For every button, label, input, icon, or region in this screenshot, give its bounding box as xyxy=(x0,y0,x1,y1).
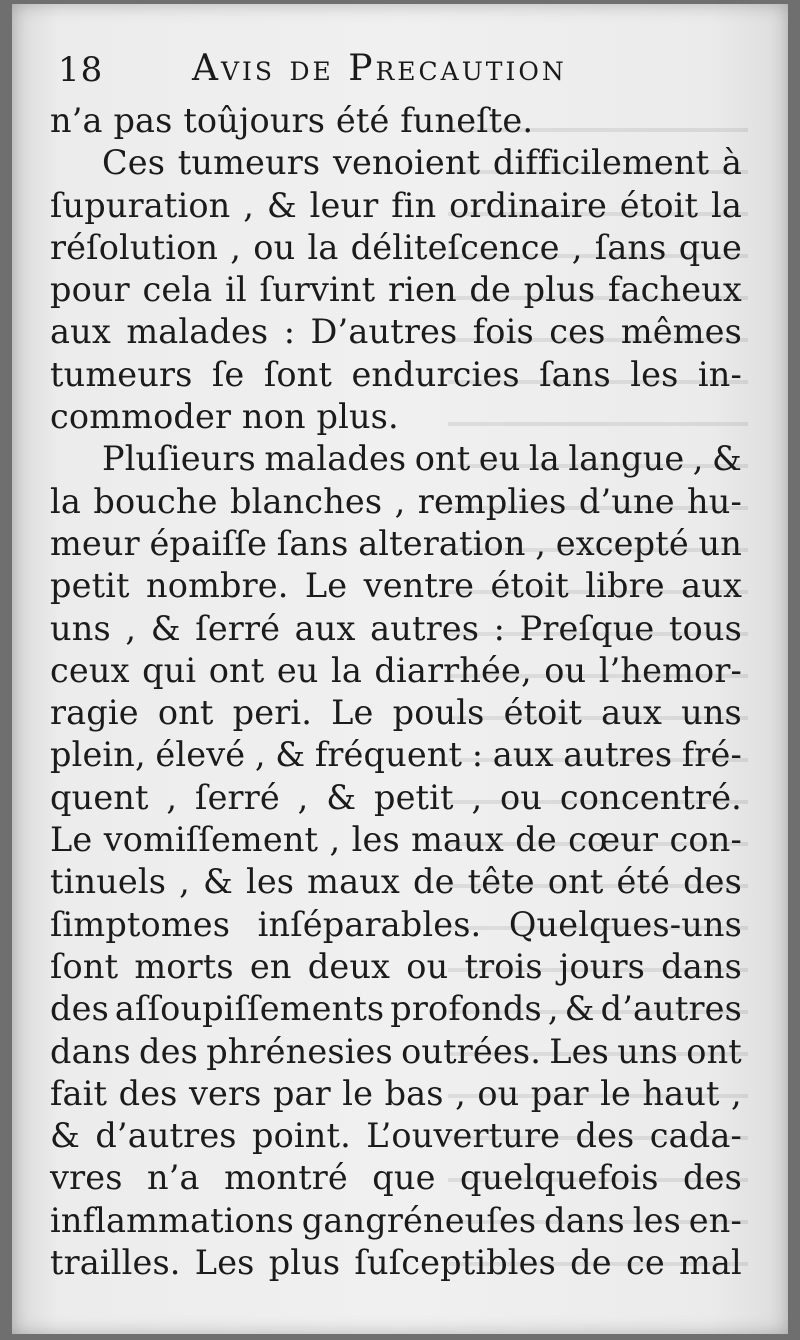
text-line xyxy=(50,608,742,650)
word: ſuſceptibles xyxy=(354,1243,556,1283)
word: cœur xyxy=(568,820,659,860)
word: aux xyxy=(294,608,356,648)
word: Pluſieurs xyxy=(102,439,256,479)
text-line xyxy=(50,692,742,734)
word: ſans xyxy=(276,523,349,563)
word: des xyxy=(50,989,109,1029)
word: uns xyxy=(681,693,742,733)
word: mêmes xyxy=(620,312,742,352)
word: Le xyxy=(50,820,93,860)
word: étoit xyxy=(619,185,699,225)
word: élevé xyxy=(155,735,246,775)
word: la xyxy=(330,650,362,690)
word: ſont xyxy=(263,354,333,394)
word: cada- xyxy=(649,1116,742,1156)
word: Les xyxy=(549,1031,609,1071)
word: n’a xyxy=(50,101,114,140)
word: remplies xyxy=(417,481,567,521)
word: la xyxy=(50,481,81,521)
word: étoit xyxy=(503,693,582,733)
word: réſolution xyxy=(50,227,219,267)
text-line xyxy=(50,819,742,861)
word: non xyxy=(241,397,317,437)
word: en- xyxy=(688,1200,742,1240)
word: fréquent xyxy=(314,735,463,775)
text-line xyxy=(50,1242,742,1284)
word: ſimptomes xyxy=(50,904,231,944)
text-line xyxy=(50,185,742,227)
word: & xyxy=(202,862,233,902)
word: blanches xyxy=(229,481,383,521)
text-line xyxy=(50,523,742,565)
word: peri. xyxy=(232,693,313,733)
word: qui xyxy=(142,650,197,690)
word: & xyxy=(50,1116,80,1156)
text-line xyxy=(50,396,742,438)
text-line xyxy=(50,142,742,184)
word: libre xyxy=(585,566,665,606)
word: inſéparables. xyxy=(257,904,482,944)
word: la xyxy=(307,227,339,267)
word: de xyxy=(515,820,557,860)
text-line xyxy=(50,777,742,819)
word: excepté xyxy=(555,523,689,563)
word: , xyxy=(125,608,137,648)
word: de xyxy=(570,1243,612,1283)
text-line xyxy=(50,227,742,269)
word: : xyxy=(471,735,484,775)
word: en xyxy=(249,946,292,986)
word: L’ouverture xyxy=(366,1116,561,1156)
text-line xyxy=(50,1157,742,1199)
word: , xyxy=(230,227,242,267)
word: tous xyxy=(668,608,742,648)
word: ragie xyxy=(50,693,139,733)
text-line xyxy=(50,1031,742,1073)
word: vers xyxy=(188,1073,262,1113)
word: fin xyxy=(391,185,437,225)
word: , xyxy=(471,777,483,817)
word: montré xyxy=(224,1158,348,1198)
word: ont xyxy=(208,650,265,690)
word: la xyxy=(528,439,560,479)
text-line xyxy=(50,438,742,480)
word: , xyxy=(692,439,704,479)
word: ſe xyxy=(211,354,245,394)
word: quelquefois xyxy=(460,1158,659,1198)
word: facheux xyxy=(607,270,742,310)
word: ſont xyxy=(50,946,119,986)
word: de xyxy=(469,270,511,310)
word: les xyxy=(351,820,400,860)
word: les xyxy=(630,354,679,394)
word: des xyxy=(139,1031,198,1071)
word: mal xyxy=(679,1243,742,1283)
word: eu xyxy=(478,439,521,479)
word: quent xyxy=(50,777,149,817)
word: & xyxy=(712,439,742,479)
word: ventre xyxy=(363,566,475,606)
text-line xyxy=(50,1200,742,1242)
word: deux xyxy=(307,946,391,986)
word: des xyxy=(118,1073,178,1113)
page-header xyxy=(50,46,750,96)
word: langue xyxy=(568,439,685,479)
word: ou xyxy=(544,650,587,690)
word: trailles. xyxy=(50,1243,181,1283)
word: que xyxy=(678,227,742,267)
word: à xyxy=(721,143,742,183)
word: , xyxy=(166,777,178,817)
word: leur xyxy=(309,185,379,225)
word: ſupuration xyxy=(50,185,231,225)
word: d’autres xyxy=(95,1116,237,1156)
word: dans xyxy=(50,1031,131,1071)
word: hu- xyxy=(687,481,742,521)
word: le xyxy=(342,1073,374,1113)
text-line xyxy=(50,354,742,396)
word: point. xyxy=(251,1116,351,1156)
word: plus xyxy=(268,1243,341,1283)
word: trois xyxy=(464,946,543,986)
word: & xyxy=(326,777,357,817)
word: tumeurs xyxy=(177,143,321,183)
word: ont xyxy=(686,1031,742,1071)
word: épaiſſe xyxy=(149,523,268,563)
word: bouche xyxy=(93,481,218,521)
text-line xyxy=(50,565,742,607)
word: plein, xyxy=(50,735,146,775)
word: étoit xyxy=(490,566,569,606)
word: maux xyxy=(307,862,400,902)
word: : xyxy=(493,608,506,648)
word: : xyxy=(283,312,296,352)
word: plus xyxy=(523,270,596,310)
word: ces xyxy=(549,312,606,352)
word: ont xyxy=(157,693,214,733)
page-number: 18 xyxy=(58,50,104,90)
word: tête xyxy=(467,862,535,902)
word: ceux xyxy=(50,650,130,690)
word: fré- xyxy=(681,735,742,775)
word: d’une xyxy=(578,481,675,521)
word: ſerré xyxy=(195,777,280,817)
word: D’autres xyxy=(310,312,458,352)
word: ou xyxy=(406,946,449,986)
word: aux xyxy=(601,693,662,733)
word: morts xyxy=(134,946,234,986)
word: aux xyxy=(50,312,111,352)
text-line xyxy=(50,481,742,523)
word: , xyxy=(243,185,255,225)
word: & xyxy=(266,185,297,225)
word: ordinaire xyxy=(449,185,607,225)
word: pas xyxy=(113,101,184,140)
word: endurcies xyxy=(351,354,520,394)
word: dans xyxy=(661,946,742,986)
word: uns xyxy=(50,608,111,648)
word: toûjours xyxy=(183,101,336,140)
word: que xyxy=(372,1158,436,1198)
word: & xyxy=(564,989,595,1029)
word: , xyxy=(179,862,190,902)
word: la xyxy=(710,185,742,225)
word: les xyxy=(245,862,295,902)
word: malades xyxy=(126,312,269,352)
word: , xyxy=(329,820,341,860)
word: n’a xyxy=(147,1158,200,1198)
word: été xyxy=(616,862,671,902)
word: les xyxy=(632,1200,681,1240)
word: ont xyxy=(414,439,471,479)
word: gangréneuſes xyxy=(301,1200,537,1240)
word: ſans xyxy=(539,354,611,394)
text-line xyxy=(50,311,742,353)
text-line xyxy=(50,1073,742,1115)
word: ce xyxy=(625,1243,665,1283)
word: eu xyxy=(276,650,319,690)
word: cela xyxy=(142,270,213,310)
word: Le xyxy=(304,566,348,606)
word: , xyxy=(254,735,266,775)
word: diarrhée, xyxy=(374,650,532,690)
word: plus. xyxy=(316,397,399,437)
word: uns xyxy=(617,1031,679,1071)
text-line xyxy=(50,861,742,903)
text-line xyxy=(50,100,742,142)
word: difficilement xyxy=(492,143,710,183)
word: inflammations xyxy=(50,1200,294,1240)
word: Le xyxy=(331,693,374,733)
word: tumeurs xyxy=(50,354,193,394)
word: maux xyxy=(411,820,504,860)
text-line xyxy=(50,988,742,1030)
word: phrénesies xyxy=(206,1031,393,1071)
word: aux xyxy=(492,735,554,775)
word: un xyxy=(698,523,742,563)
word: été xyxy=(335,101,401,140)
word: malades xyxy=(264,439,407,479)
word: de xyxy=(412,862,455,902)
text-line xyxy=(50,269,742,311)
word: aux xyxy=(681,566,742,606)
word: concentré. xyxy=(559,777,742,817)
word: con- xyxy=(669,820,742,860)
word: pouls xyxy=(392,693,485,733)
word: jours xyxy=(558,946,646,986)
word: bas xyxy=(384,1073,444,1113)
word: vomiſſement xyxy=(103,820,319,860)
word: haut xyxy=(642,1073,720,1113)
word: Preſque xyxy=(519,608,655,648)
word: le xyxy=(600,1073,631,1113)
word: ou xyxy=(477,1073,520,1113)
word: in- xyxy=(697,354,742,394)
word: profonds xyxy=(390,989,542,1029)
word: pour xyxy=(50,270,130,310)
body-text xyxy=(50,100,742,1284)
word: fait xyxy=(50,1073,108,1113)
text-line xyxy=(50,650,742,692)
word: déliteſcence xyxy=(350,227,560,267)
word: fois xyxy=(472,312,534,352)
word: il xyxy=(225,270,247,310)
word: alteration xyxy=(358,523,526,563)
text-line xyxy=(50,1115,742,1157)
word: , xyxy=(571,227,583,267)
word: l’hemor- xyxy=(598,650,742,690)
word: par xyxy=(272,1073,331,1113)
word: & xyxy=(150,608,181,648)
word: autres xyxy=(370,608,480,648)
word: Quelques-uns xyxy=(508,904,742,944)
word: petit xyxy=(50,566,130,606)
word: ſurvint xyxy=(259,270,376,310)
word: dans xyxy=(544,1200,625,1240)
word: des xyxy=(683,1158,742,1198)
word: ou xyxy=(500,777,543,817)
word: autres xyxy=(563,735,673,775)
word: , xyxy=(731,1073,742,1113)
word: petit xyxy=(373,777,454,817)
word: rien xyxy=(387,270,457,310)
word: Ces xyxy=(102,143,166,183)
word: nombre. xyxy=(146,566,289,606)
word: aſſoupiſſements xyxy=(114,989,385,1029)
word: Les xyxy=(194,1243,255,1283)
running-head: Avis de Precaution xyxy=(192,48,567,89)
word: vres xyxy=(50,1158,123,1198)
word: , xyxy=(535,523,547,563)
word: ſerré xyxy=(195,608,281,648)
word: commoder xyxy=(50,397,242,437)
word: funeſte. xyxy=(400,101,534,140)
word: ont xyxy=(547,862,604,902)
word: d’autres xyxy=(600,989,742,1029)
word: des xyxy=(575,1116,635,1156)
word: , xyxy=(297,777,309,817)
word: , xyxy=(455,1073,466,1113)
word: outrées. xyxy=(401,1031,542,1071)
word: & xyxy=(275,735,306,775)
word: meur xyxy=(50,523,140,563)
word: , xyxy=(394,481,406,521)
word: , xyxy=(547,989,559,1029)
word: ou xyxy=(253,227,296,267)
text-line xyxy=(50,946,742,988)
word: ſans xyxy=(594,227,667,267)
word: tinuels xyxy=(50,862,167,902)
text-line xyxy=(50,734,742,776)
word: par xyxy=(530,1073,589,1113)
word: venoient xyxy=(332,143,481,183)
text-line xyxy=(50,904,742,946)
word: des xyxy=(683,862,742,902)
